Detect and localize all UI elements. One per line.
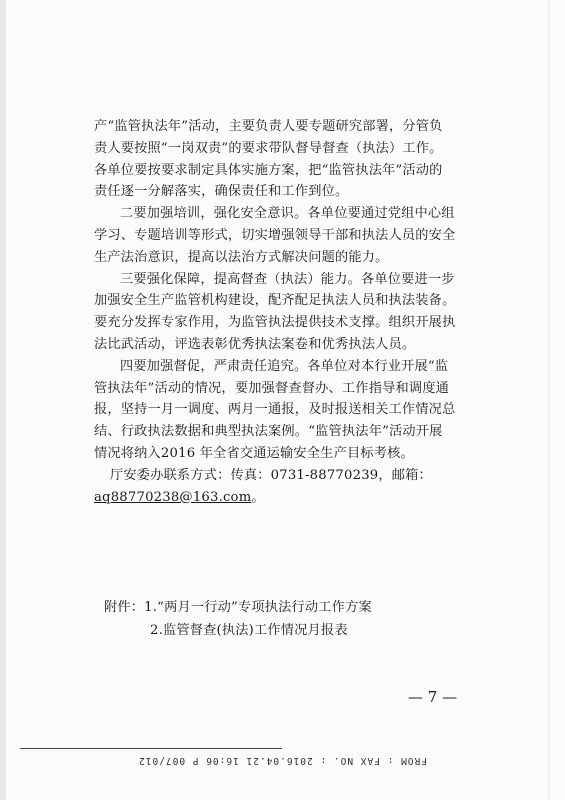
text-line: 管执法年”活动的情况，要加强督查督办、工作指导和调度通	[94, 380, 450, 396]
text-line: 二要加强培训，强化安全意识。各单位要通过党组中心组	[120, 206, 455, 222]
text-line: 责人要按照“一岗双责”的要求带队督导督查（执法）工作。	[94, 140, 443, 156]
fax-header: FROM : FAX NO. : 2016.04.21 16:06 P 007/012	[138, 755, 427, 766]
email-suffix: 。	[251, 489, 265, 505]
scan-fold-line	[548, 0, 550, 800]
email-line	[94, 487, 476, 509]
text-line: 各单位要按要求制定具体实施方案，把“监管执法年”活动的	[94, 162, 443, 178]
text-line: 学习、专题培训等形式，切实增强领导干部和执法人员的安全	[94, 227, 456, 243]
text-line: 加强安全生产监管机构建设，配齐配足执法人员和执法装备。	[94, 293, 456, 309]
text-line: 三要强化保障，提高督查（执法）能力。各单位要进一步	[120, 271, 455, 287]
attachment-item: 2.监管督查(执法)工作情况月报表	[150, 623, 348, 638]
fax-header-strip	[0, 752, 565, 780]
text-line: 产“监管执法年”活动，主要负责人要专题研究部署，分管负	[94, 119, 443, 134]
attachment-item: 附件：1.“两月一行动”专项执法行动工作方案	[104, 600, 372, 615]
text-line: 要充分发挥专家作用，为监管执法提供技术支撑。组织开展执	[94, 315, 456, 331]
document-body	[94, 116, 476, 508]
fax-separator	[20, 748, 282, 749]
contact-line: 厅安委办联系方式：传真：0731-88770239，邮箱：	[110, 467, 432, 483]
text-line: 责任逐一分解落实，确保责任和工作到位。	[94, 184, 349, 200]
email-link[interactable]: aq88770238@163.com	[94, 489, 252, 505]
text-line: 情况将纳入2016 年全省交通运输安全生产目标考核。	[94, 445, 414, 461]
text-line: 报，坚持一月一调度、两月一通报，及时报送相关工作情况总	[94, 402, 456, 418]
page-number: — 7 —	[408, 688, 458, 706]
attachments-block	[104, 596, 372, 642]
text-line: 生产法治意识，提高以法治方式解决问题的能力。	[94, 249, 389, 265]
scan-edge	[0, 0, 6, 800]
text-line: 结、行政执法数据和典型执法案例。“监管执法年”活动开展	[94, 424, 443, 440]
text-line: 法比武活动，评选表彰优秀执法案卷和优秀执法人员。	[94, 336, 416, 352]
attachments-label: 附件：	[104, 600, 145, 615]
text-line: 四要加强督促，严肃责任追究。各单位对本行业开展“监	[120, 358, 449, 374]
